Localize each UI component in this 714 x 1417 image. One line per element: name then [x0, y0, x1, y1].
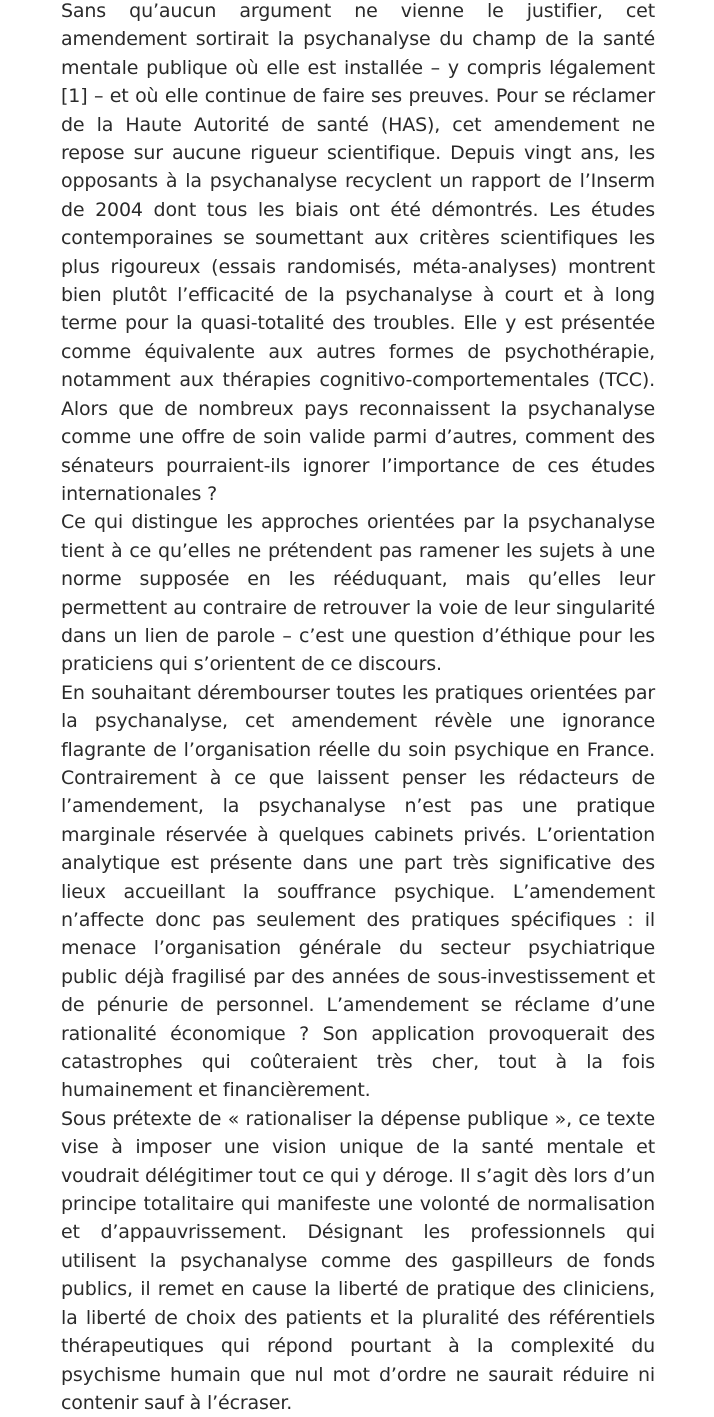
article-body: [61, 0, 655, 1417]
paragraph-2: Ce qui distingue les approches orientées par la psychanalyse tient à ce qu’elles ne prétendent pas ramener les sujets à une norme supposée en les rééduquant, mais qu’elles leur permettent au contraire de retrouver la voie de leur singularité dans un lien de parole – c’est une question d’éthique pour les praticiens qui s’orientent de ce discours.: [61, 511, 655, 676]
paragraph-1: Sans qu’aucun argument ne vienne le justifier, cet amendement sortirait la psychanalyse du champ de la santé mentale publique où elle est installée – y compris légalement [1] – et où elle continue de faire ses preuves. Pour se réclamer de la Haute Autorité de santé (HAS), cet amendement ne repose sur aucune rigueur scientifique. Depuis vingt ans, les opposants à la psychanalyse recyclent un rapport de l’Inserm de 2004 dont tous les biais ont été démontrés. Les études contemporaines se soumettant aux critères scientifiques les plus rigoureux (essais randomisés, méta-analyses) montrent bien plutôt l’efficacité de la psychanalyse à court et à long terme pour la quasi-totalité des troubles. Elle y est présentée comme équivalente aux autres formes de psychothérapie, notamment aux thérapies cognitivo-comportementales (TCC). Alors que de nombreux pays reconnaissent la psychanalyse comme une offre de soin valide parmi d’autres, comment des sénateurs pourraient-ils ignorer l’importance de ces études internationales ?: [61, 0, 655, 505]
paragraph-3: En souhaitant dérembourser toutes les pratiques orientées par la psychanalyse, cet amendement révèle une ignorance flagrante de l’organisation réelle du soin psychique en France. Contrairement à ce que laissent penser les rédacteurs de l’amendement, la psychanalyse n’est pas une pratique marginale réservée à quelques cabinets privés. L’orientation analytique est présente dans une part très significative des lieux accueillant la souffrance psychique. L’amendement n’affecte donc pas seulement des pratiques spécifiques : il menace l’organisation générale du secteur psychiatrique public déjà fragilisé par des années de sous-investissement et de pénurie de personnel. L’amendement se réclame d’une rationalité économique ? Son application provoquerait des catastrophes qui coûteraient très cher, tout à la fois humainement et financièrement.: [61, 681, 655, 1102]
paragraph-4: Sous prétexte de « rationaliser la dépense publique », ce texte vise à imposer une vision unique de la santé mentale et voudrait délégitimer tout ce qui y déroge. Il s’agit dès lors d’un principe totalitaire qui manifeste une volonté de normalisation et d’appauvrissement. Désignant les professionnels qui utilisent la psychanalyse comme des gaspilleurs de fonds publics, il remet en cause la liberté de pratique des cliniciens, la liberté de choix des patients et la pluralité des référentiels thérapeutiques qui répond pourtant à la complexité du psychisme humain que nul mot d’ordre ne saurait réduire ni contenir sauf à l’écraser.: [61, 1107, 655, 1414]
